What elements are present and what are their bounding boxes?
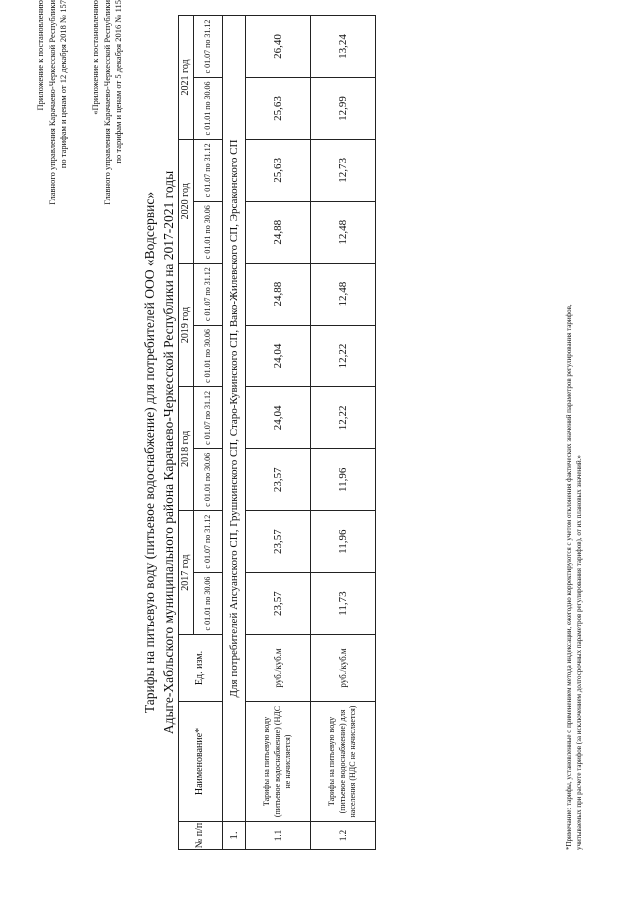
footnote-line: *Примечание: тарифы, установленные с применением метода индексации, ежегодно корректируются с учетом отклонения фактических значений параметров регулирования тарифов, [565, 304, 573, 850]
year-header: 2019 год [179, 263, 194, 387]
tariff-value: 24,04 [246, 325, 311, 387]
column-header-name: Наименование* [179, 702, 223, 822]
year-header: 2021 год [179, 16, 194, 140]
period-header-second-half: с 01.07 по 31.12 [194, 139, 223, 201]
period-header-first-half: с 01.01 по 30.06 [194, 449, 223, 511]
period-header-second-half: с 01.07 по 31.12 [194, 511, 223, 573]
tariff-value: 23,57 [246, 573, 311, 635]
tariff-value: 12,48 [311, 201, 376, 263]
year-header: 2017 год [179, 511, 194, 635]
section-number: 1. [223, 822, 246, 850]
row-name: Тарифы на питьевую воду (питьевое водоснабжение) (НДС не начисляется) [246, 702, 311, 822]
title-line: Адыге-Хабльского муниципального района Карачаево-Черкесской Республики на 2017-2021 годы [161, 170, 176, 735]
tariff-value: 11,96 [311, 511, 376, 573]
period-header-first-half: с 01.01 по 30.06 [194, 201, 223, 263]
year-header: 2018 год [179, 387, 194, 511]
section-title: Для потребителей Апсуанского СП, Грушкинского СП, Старо-Кувинского СП, Вако-Жилевского СП, Эрсаконского СП [223, 16, 246, 822]
tariff-value: 23,57 [246, 449, 311, 511]
tariff-value: 24,88 [246, 263, 311, 325]
document-title [140, 0, 178, 905]
header-line: «Приложение к постановлению [90, 0, 100, 115]
year-header: 2020 год [179, 139, 194, 263]
row-unit: руб./куб.м [246, 635, 311, 702]
tariff-value: 24,04 [246, 387, 311, 449]
tariff-value: 25,63 [246, 139, 311, 201]
tariff-value: 12,99 [311, 77, 376, 139]
title-line: Тарифы на питьевую воду (питьевое водоснабжение) для потребителей ООО «Водсервис» [142, 191, 157, 714]
tariff-value: 12,73 [311, 139, 376, 201]
tariff-value: 11,96 [311, 449, 376, 511]
tariff-value: 24,88 [246, 201, 311, 263]
header-line: Главного управления Карачаево-Черкесской Республики [46, 0, 57, 205]
table-row [311, 16, 376, 850]
footnote-line: учитываемых при расчете тарифов (за исключением долгосрочных параметров регулирования тарифов), от их плановых значений.» [575, 455, 583, 850]
row-number: 1.1 [246, 822, 311, 850]
tariff-value: 25,63 [246, 77, 311, 139]
header-line: по тарифам и ценам от 12 декабря 2018 № 157 [58, 0, 68, 169]
table-row [246, 16, 311, 850]
tariff-value: 11,73 [311, 573, 376, 635]
appendix-header-current [35, 0, 70, 420]
tariff-table [178, 15, 376, 850]
section-row [223, 16, 246, 850]
tariff-value: 12,22 [311, 325, 376, 387]
period-header-first-half: с 01.01 по 30.06 [194, 77, 223, 139]
period-header-first-half: с 01.01 по 30.06 [194, 325, 223, 387]
tariff-value: 23,57 [246, 511, 311, 573]
tariff-value: 12,22 [311, 387, 376, 449]
period-header-second-half: с 01.07 по 31.12 [194, 16, 223, 78]
tariff-value: 12,48 [311, 263, 376, 325]
row-name: Тарифы на питьевую воду (питьевое водоснабжение) для населения (НДС не начисляется) [311, 702, 376, 822]
header-line: Главного управления Карачаево-Черкесской Республики [101, 0, 112, 205]
tariff-value: 13,24 [311, 16, 376, 78]
period-header-second-half: с 01.07 по 31.12 [194, 387, 223, 449]
appendix-header-original [90, 0, 125, 420]
header-line: по тарифам и ценам от 5 декабря 2016 № 115 [113, 0, 123, 164]
period-header-second-half: с 01.07 по 31.12 [194, 263, 223, 325]
footnote [564, 10, 584, 850]
column-header-number: № п/п [179, 822, 223, 850]
row-number: 1.2 [311, 822, 376, 850]
row-unit: руб./куб.м [311, 635, 376, 702]
header-line: Приложение к постановлению [35, 0, 45, 111]
period-header-first-half: с 01.01 по 30.06 [194, 573, 223, 635]
tariff-value: 26,40 [246, 16, 311, 78]
column-header-unit: Ед. изм. [179, 635, 223, 702]
